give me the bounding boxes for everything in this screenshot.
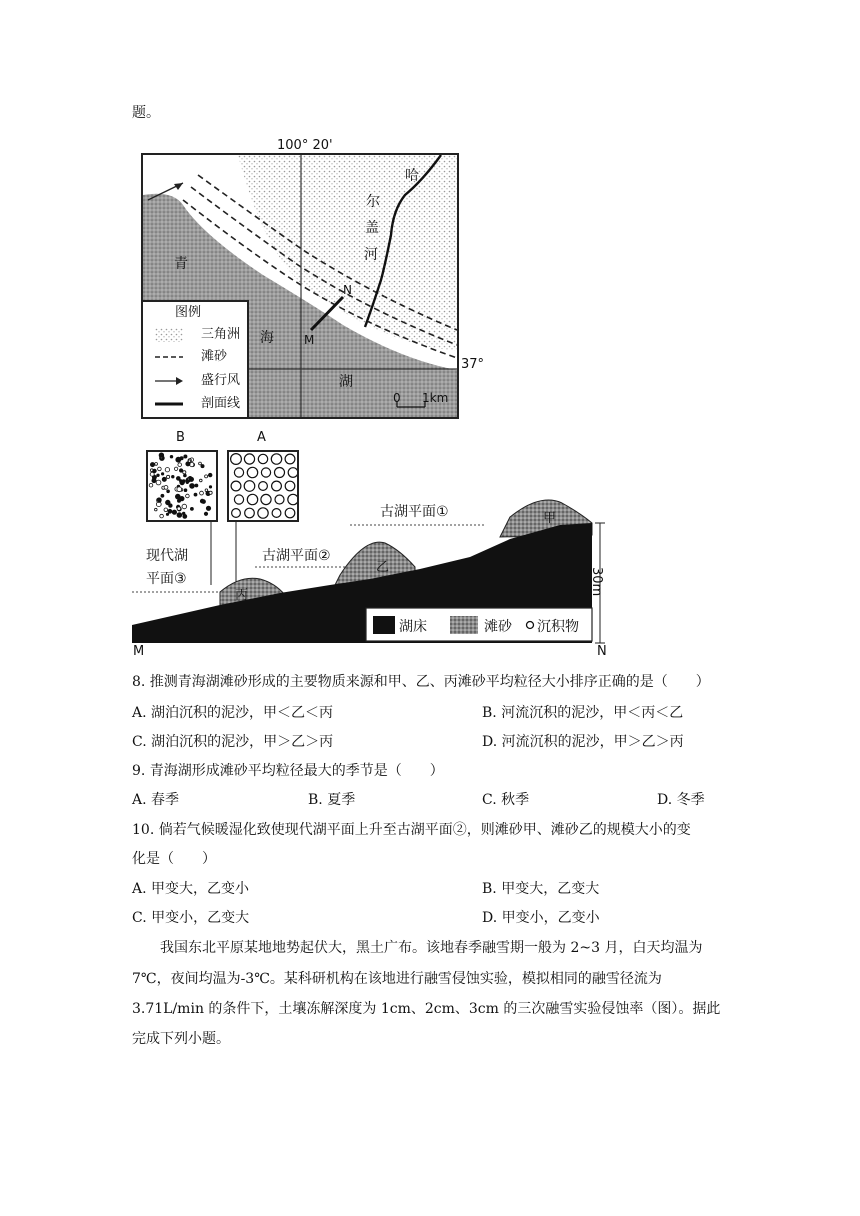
q10-stem-line2: 化是（ ） bbox=[132, 851, 216, 867]
lake-char-hai: 海 bbox=[260, 330, 274, 346]
hill-label-jia: 甲 bbox=[543, 511, 557, 526]
q10-option-d: D. 甲变小，乙变小 bbox=[482, 910, 600, 926]
arrow-icon bbox=[155, 374, 183, 388]
passage-line3: 3.71L/min 的条件下，土壤冻解深度为 1cm、2cm、3cm 的三次融雪实验侵蚀率（图）。据此 bbox=[132, 1001, 721, 1017]
legend-title: 图例 bbox=[175, 305, 202, 320]
scale-km: 1km bbox=[422, 391, 449, 405]
q10-option-b: B. 甲变大，乙变大 bbox=[482, 881, 600, 897]
q9-option-b: B. 夏季 bbox=[308, 792, 356, 808]
river-char-2: 尔 bbox=[366, 194, 380, 210]
passage-line1: 我国东北平原某地地势起伏大，黑土广布。该地春季融雪期一般为 2~3 月，白天均温为 bbox=[160, 940, 703, 956]
section-end-m: M bbox=[133, 644, 145, 659]
bed-swatch bbox=[373, 616, 395, 634]
ancient-lake-level-1: 古湖平面① bbox=[380, 504, 449, 520]
lake-char-qing: 青 bbox=[174, 256, 188, 272]
scale-zero: 0 bbox=[393, 391, 401, 405]
river-char-3: 盖 bbox=[365, 220, 379, 236]
legend-sediment-label: 沉积物 bbox=[537, 619, 579, 635]
q9-option-a: A. 春季 bbox=[132, 792, 180, 808]
q8-option-c: C. 湖泊沉积的泥沙，甲＞乙＞丙 bbox=[132, 734, 334, 750]
hill-label-yi: 乙 bbox=[376, 560, 390, 575]
lake-char-hu: 湖 bbox=[339, 374, 353, 390]
dashed-line-icon bbox=[155, 350, 183, 364]
hill-label-bing: 丙 bbox=[235, 588, 249, 603]
legend-item-profile: 剖面线 bbox=[155, 395, 245, 413]
modern-lake-level-line2: 平面③ bbox=[146, 571, 187, 587]
delta-swatch bbox=[155, 328, 183, 342]
sand-swatch bbox=[450, 616, 478, 634]
height-label: 30m bbox=[589, 567, 604, 597]
passage-line2: 7℃，夜间均温为-3℃。某科研机构在该地进行融雪侵蚀实验，模拟相同的融雪径流为 bbox=[132, 971, 662, 987]
map-legend bbox=[143, 300, 249, 419]
legend-item-wind: 盛行风 bbox=[155, 372, 245, 390]
river-char-4: 河 bbox=[364, 247, 378, 263]
point-m-label: M bbox=[304, 333, 315, 347]
legend-bed-label: 湖床 bbox=[399, 619, 427, 635]
intro-tail: 题。 bbox=[132, 105, 160, 121]
latitude-label: 37° bbox=[461, 357, 485, 372]
point-n-label: N bbox=[343, 283, 352, 297]
q8-option-d: D. 河流沉积的泥沙，甲＞乙＞丙 bbox=[482, 734, 684, 750]
q10-stem-line1: 10. 倘若气候暖湿化致使现代湖平面上升至古湖平面②，则滩砂甲、滩砂乙的规模大小的变 bbox=[132, 822, 691, 838]
legend-item-delta: 三角洲 bbox=[155, 326, 245, 344]
q8-option-b: B. 河流沉积的泥沙，甲＜丙＜乙 bbox=[482, 705, 684, 721]
box-b-label: B bbox=[176, 430, 185, 445]
q8-option-a: A. 湖泊沉积的泥沙，甲＜乙＜丙 bbox=[132, 705, 334, 721]
study-area-map bbox=[141, 153, 459, 419]
longitude-label: 100° 20' bbox=[277, 138, 333, 153]
box-a-label: A bbox=[257, 430, 266, 445]
q9-stem: 9. 青海湖形成滩砂平均粒径最大的季节是（ ） bbox=[132, 763, 444, 779]
passage-line4: 完成下列小题。 bbox=[132, 1031, 230, 1047]
section-end-n: N bbox=[597, 644, 607, 659]
q9-option-d: D. 冬季 bbox=[657, 792, 705, 808]
q10-option-a: A. 甲变大，乙变小 bbox=[132, 881, 250, 897]
q8-stem: 8. 推测青海湖滩砂形成的主要物质来源和甲、乙、丙滩砂平均粒径大小排序正确的是（ ） bbox=[132, 674, 710, 690]
q9-option-c: C. 秋季 bbox=[482, 792, 530, 808]
legend-sand-label: 滩砂 bbox=[484, 619, 512, 635]
river-char-1: 哈 bbox=[405, 168, 419, 184]
legend-item-sand: 滩砂 bbox=[155, 348, 245, 366]
modern-lake-level-line1: 现代湖 bbox=[146, 548, 188, 564]
ancient-lake-level-2: 古湖平面② bbox=[262, 548, 331, 564]
q10-option-c: C. 甲变小，乙变大 bbox=[132, 910, 250, 926]
thick-line-icon bbox=[155, 397, 183, 411]
